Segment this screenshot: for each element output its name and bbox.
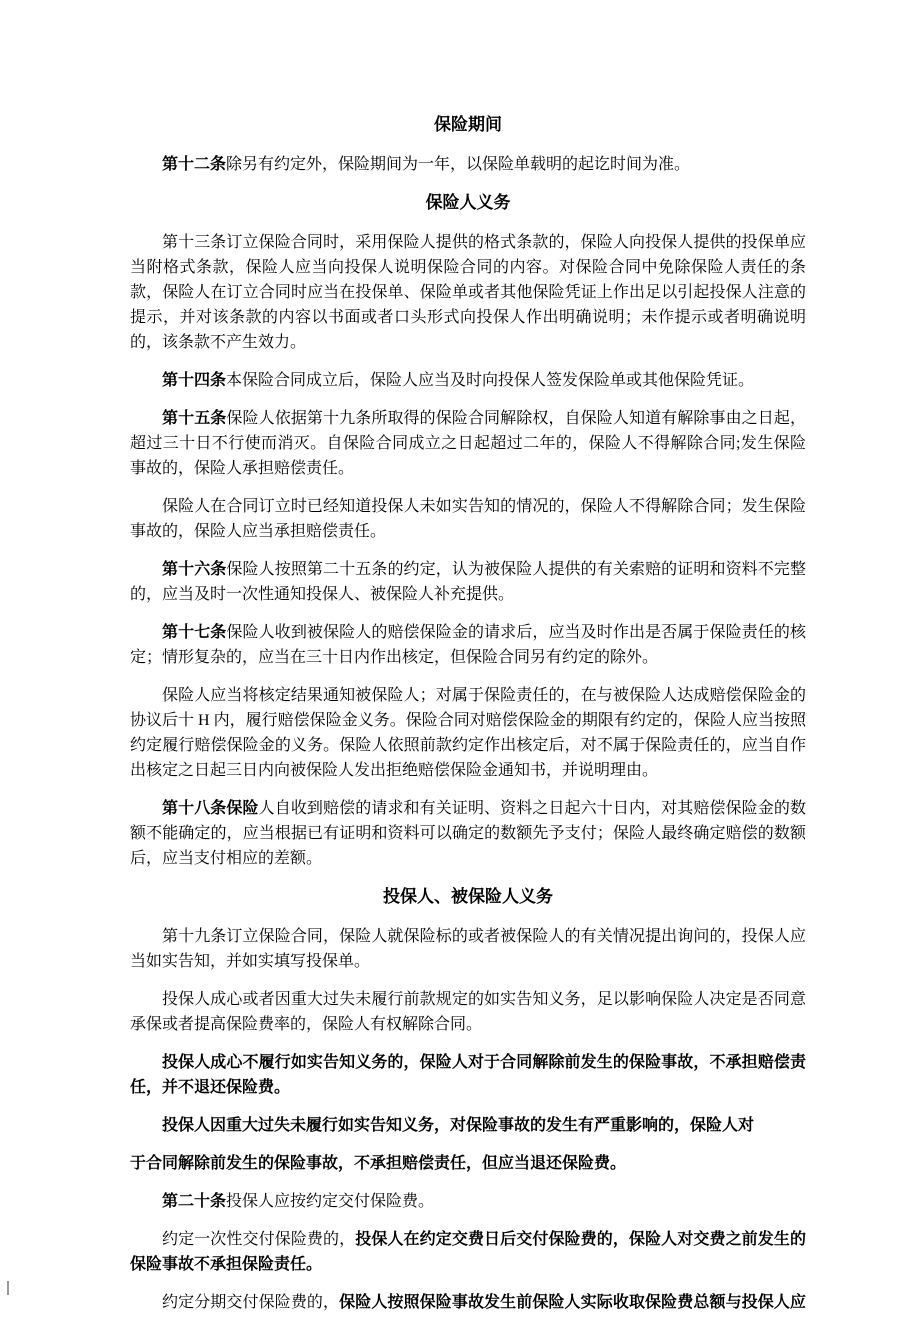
section-heading: [130, 884, 806, 909]
paragraph: [130, 1290, 806, 1315]
bold-text-run: 第十八条保险: [162, 800, 259, 817]
text-run: 约定一次性交付保险费的，: [162, 1231, 356, 1248]
text-run: 投保人成心或者因重大过失未履行前款规定的如实告知义务，足以影响保险人决定是否同意承保或者提高保险费率的，保险人有权解除合同。: [130, 991, 806, 1033]
paragraph: [130, 987, 806, 1037]
bold-text-run: 投保人在约定交费日后交付保险费的，保险人对交费之前发生的保险事故不承担保险责任。: [130, 1231, 806, 1273]
document-body: [130, 110, 806, 1328]
paragraph: [130, 230, 806, 355]
bold-text-run: 保险人按照保险事故发生前保险人实际收取保险费总额与投保人应: [339, 1294, 806, 1311]
bold-text-run: 第十五条: [162, 410, 227, 427]
paragraph: [130, 1227, 806, 1277]
bold-text-run: 第十六条: [162, 561, 227, 578]
bold-text-run: 第十七条: [162, 624, 227, 641]
paragraph: [130, 796, 806, 871]
text-run: 约定分期交付保险费的，: [162, 1294, 340, 1311]
section-heading: [130, 112, 806, 137]
text-run: 保险人依据第十九条所取得的保险合同解除权，自保险人知道有解除事由之日起，超过三十日不行使而消灭。自保险合同成立之日起超过二年的，保险人不得解除合同;发生保险事故的，保险人承担赔偿责任。: [130, 410, 806, 477]
text-run: 第十三条订立保险合同时，采用保险人提供的格式条款的，保险人向投保人提供的投保单应当附格式条款，保险人应当向投保人说明保险合同的内容。对保险合同中免除保险人责任的条款，保险人在订立合同时应当在投保单、保险单或者其他保险凭证上作出足以引起投保人注意的提示，并对该条款的内容以书面或者口头形式向投保人作出明确说明；未作提示或者明确说明的，该条款不产生效力。: [130, 234, 806, 351]
paragraph: [130, 1189, 806, 1214]
text-run: 人自收到赔偿的请求和有关证明、资料之日起六十日内，对其赔偿保险金的数额不能确定的，应当根据已有证明和资料可以确定的数额先予支付；保险人最终确定赔偿的数额后，应当支付相应的差额。: [130, 800, 806, 867]
text-run: 本保险合同成立后，保险人应当及时向投保人签发保险单或其他保险凭证。: [226, 372, 755, 389]
bold-text-run: 投保人因重大过失未履行如实告知义务，对保险事故的发生有严重影响的，保险人对: [162, 1117, 755, 1134]
section-heading: [130, 190, 806, 215]
bold-text-run: 投保人、被保险人义务: [383, 887, 553, 906]
paragraph: [130, 1113, 806, 1138]
paragraph: [130, 406, 806, 481]
bold-text-run: 保险人义务: [425, 193, 511, 212]
paragraph: [130, 1151, 806, 1176]
page-corner-mark: [7, 1281, 9, 1295]
bold-text-run: 保险期间: [434, 115, 502, 134]
paragraph: [130, 152, 806, 177]
text-run: 除另有约定外，保险期间为一年，以保险单载明的起讫时间为准。: [226, 156, 691, 173]
bold-text-run: 投保人成心不履行如实告知义务的，保险人对于合同解除前发生的保险事故，不承担赔偿责任，并不退还保险费。: [130, 1054, 806, 1096]
bold-text-run: 于合同解除前发生的保险事故，不承担赔偿责任，但应当退还保险费。: [130, 1155, 627, 1172]
paragraph: [130, 924, 806, 974]
paragraph: [130, 620, 806, 670]
text-run: 投保人应按约定交付保险费。: [226, 1193, 435, 1210]
paragraph: [130, 1050, 806, 1100]
text-run: 第十九条订立保险合同，保险人就保险标的或者被保险人的有关情况提出询问的，投保人应当如实告知，并如实填写投保单。: [130, 928, 806, 970]
paragraph: [130, 683, 806, 783]
bold-text-run: 第十四条: [162, 372, 227, 389]
paragraph: [130, 557, 806, 607]
text-run: 保险人按照第二十五条的约定，认为被保险人提供的有关索赔的证明和资料不完整的，应当及时一次性通知投保人、被保险人补充提供。: [130, 561, 806, 603]
bold-text-run: 第二十条: [162, 1193, 227, 1210]
paragraph: [130, 494, 806, 544]
bold-text-run: 第十二条: [162, 156, 227, 173]
text-run: 保险人应当将核定结果通知被保险人；对属于保险责任的，在与被保险人达成赔偿保险金的协议后十 H 内，履行赔偿保险金义务。保险合同对赔偿保险金的期限有约定的，保险人应当按照约定履行赔偿保险金的义务。保险人依照前款约定作出核定后，对不属于保险责任的，应当自作出核定之日起三日内向被保险人发出拒绝赔偿保险金通知书，并说明理由。: [130, 687, 806, 779]
paragraph: [130, 368, 806, 393]
text-run: 保险人收到被保险人的赔偿保险金的请求后，应当及时作出是否属于保险责任的核定；情形复杂的，应当在三十日内作出核定，但保险合同另有约定的除外。: [130, 624, 806, 666]
text-run: 保险人在合同订立时已经知道投保人未如实告知的情况的，保险人不得解除合同；发生保险事故的，保险人应当承担赔偿责任。: [130, 498, 806, 540]
